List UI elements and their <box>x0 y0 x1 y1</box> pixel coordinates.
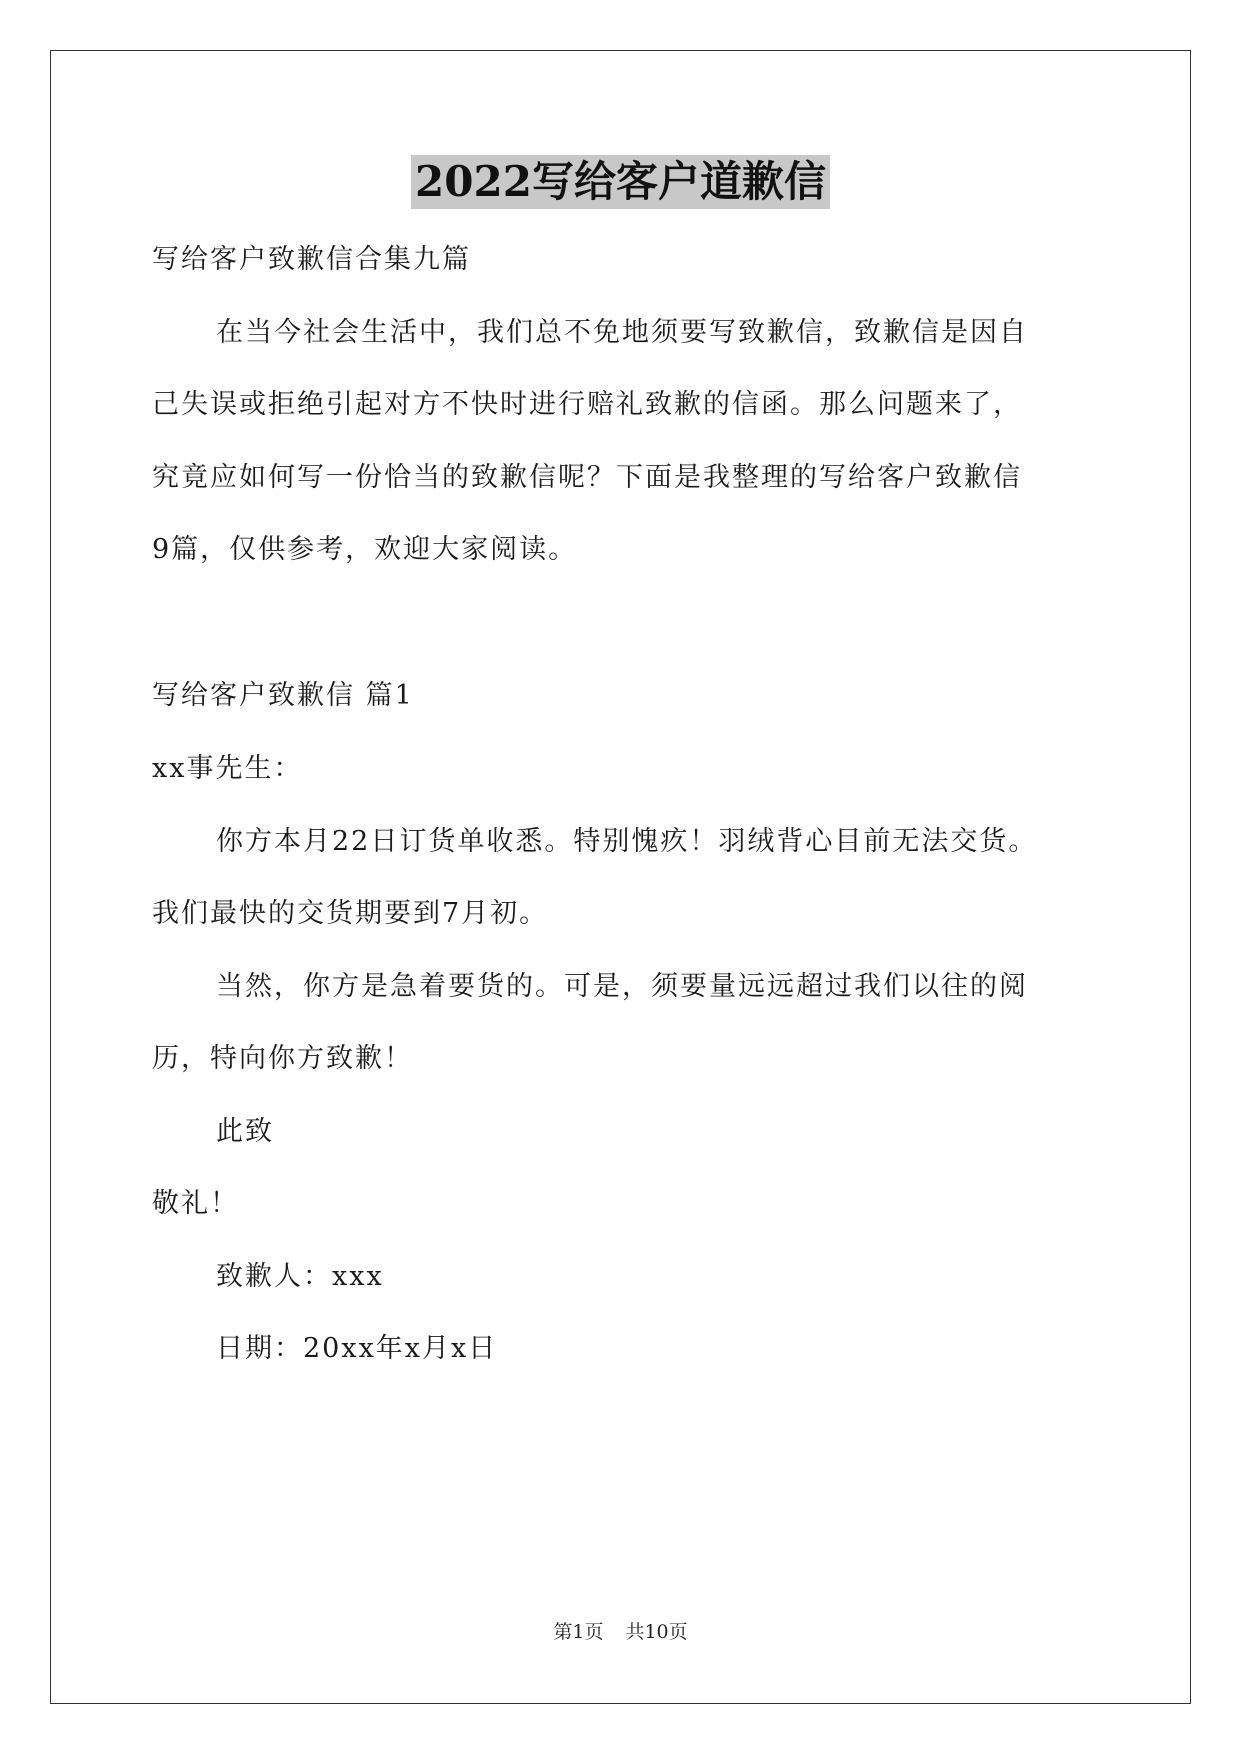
closing-line-2: 敬礼！ <box>152 1188 239 1219</box>
body-line-3: 当然，你方是急着要货的。可是，须要量远远超过我们以往的阅 <box>216 971 1028 1002</box>
body-line-2: 我们最快的交货期要到7月初。 <box>152 898 549 929</box>
document-subtitle: 写给客户致歉信合集九篇 <box>152 244 471 275</box>
title-container <box>0 155 1241 209</box>
body-line-1: 你方本月22日订货单收悉。特别愧疚！羽绒背心目前无法交货。 <box>216 826 1038 857</box>
section-heading: 写给客户致歉信 篇1 <box>152 680 414 711</box>
page-footer <box>0 1620 1241 1644</box>
signer-line: 致歉人：xxx <box>216 1261 384 1292</box>
page-total: 共10页 <box>625 1621 688 1643</box>
page-number: 第1页 <box>553 1621 604 1643</box>
intro-line-3: 究竟应如何写一份恰当的致歉信呢？下面是我整理的写给客户致歉信 <box>152 462 1022 493</box>
intro-line-1: 在当今社会生活中，我们总不免地须要写致歉信，致歉信是因自 <box>216 317 1028 348</box>
intro-line-2: 己失误或拒绝引起对方不快时进行赔礼致歉的信函。那么问题来了， <box>152 389 1022 420</box>
closing-line-1: 此致 <box>216 1116 274 1147</box>
document-title: 2022写给客户道歉信 <box>411 155 830 209</box>
date-line: 日期：20xx年x月x日 <box>216 1333 498 1364</box>
intro-line-4: 9篇，仅供参考，欢迎大家阅读。 <box>152 534 578 565</box>
page-border <box>50 50 1191 1704</box>
salutation: xx事先生： <box>152 753 303 784</box>
body-line-4: 历，特向你方致歉！ <box>152 1043 413 1074</box>
